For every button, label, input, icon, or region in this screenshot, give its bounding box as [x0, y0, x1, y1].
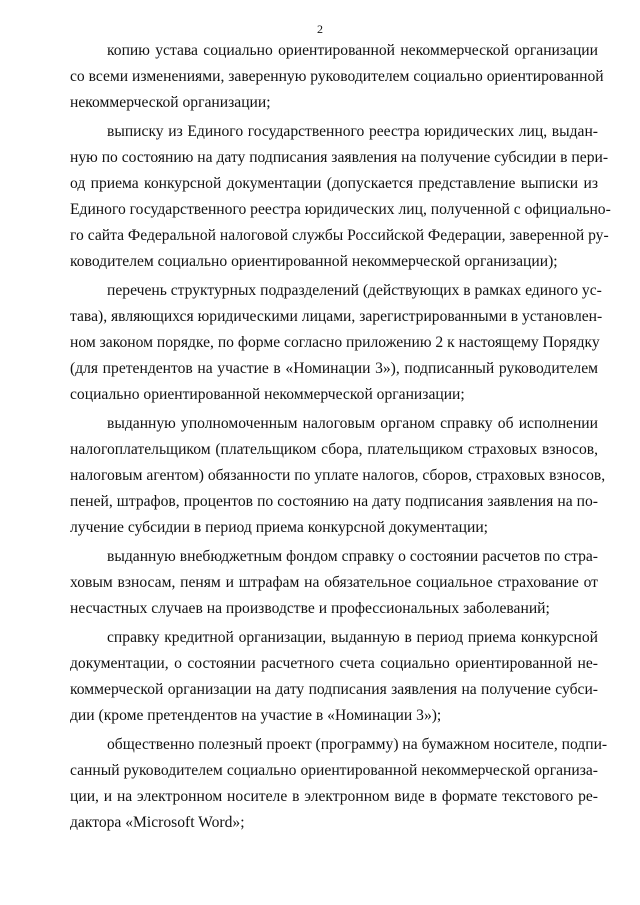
paragraph-line: перечень структурных подразделений (действующих в рамках единого ус-: [107, 282, 602, 299]
paragraph-line: некоммерческой организации;: [70, 94, 271, 111]
paragraph-line: налоговым агентом) обязанности по уплате налогов, сборов, страховых взносов,: [70, 467, 606, 484]
paragraph-line: пеней, штрафов, процентов по состоянию на дату подписания заявления на по-: [70, 493, 598, 510]
paragraph-line: дактора «Microsoft Word»;: [70, 814, 245, 831]
paragraph: [70, 625, 598, 729]
document-body: [70, 38, 611, 839]
paragraph-line: документации, о состоянии расчетного счета социально ориентированной не-: [70, 655, 598, 672]
paragraph-line: коммерческой организации на дату подписания заявления на получение субси-: [70, 681, 598, 698]
paragraph-line: выданную уполномоченным налоговым органом справку об исполнении: [107, 415, 598, 432]
paragraph-line: социально ориентированной некоммерческой организации;: [70, 386, 465, 403]
paragraph-line: го сайта Федеральной налоговой службы Российской Федерации, заверенной ру-: [70, 227, 609, 244]
paragraph-line: ции, и на электронном носителе в электронном виде в формате текстового ре-: [70, 788, 598, 805]
paragraph: [70, 732, 608, 836]
paragraph-line: лучение субсидии в период приема конкурсной документации;: [70, 519, 489, 536]
paragraph-line: ководителем социально ориентированной некоммерческой организации);: [70, 253, 558, 270]
paragraph: [70, 119, 611, 275]
paragraph-line: од приема конкурсной документации (допускается представление выписки из: [70, 175, 598, 192]
paragraph-line: несчастных случаев на производстве и профессиональных заболеваний;: [70, 600, 550, 617]
paragraph-line: выданную внебюджетным фондом справку о состоянии расчетов по стра-: [107, 548, 598, 565]
paragraph-line: выписку из Единого государственного реестра юридических лиц, выдан-: [107, 123, 598, 140]
paragraph-line: (для претендентов на участие в «Номинации 3»), подписанный руководителем: [70, 360, 598, 377]
paragraph-line: налогоплательщиком (плательщиком сбора, плательщиком страховых взносов,: [70, 441, 598, 458]
paragraph-line: дии (кроме претендентов на участие в «Номинации 3»);: [70, 707, 442, 724]
paragraph: [70, 38, 604, 116]
paragraph-line: ховым взносам, пеням и штрафам на обязательное социальное страхование от: [70, 574, 598, 591]
paragraph-line: ном законом порядке, по форме согласно приложению 2 к настоящему Порядку: [70, 334, 600, 351]
page-number: 2: [317, 22, 323, 36]
paragraph: [70, 411, 606, 541]
paragraph: [70, 544, 598, 622]
paragraph-line: справку кредитной организации, выданную в период приема конкурсной: [107, 629, 598, 646]
paragraph-line: со всеми изменениями, заверенную руководителем социально ориентированной: [70, 68, 604, 85]
paragraph-line: общественно полезный проект (программу) на бумажном носителе, подпи-: [107, 736, 608, 753]
paragraph: [70, 278, 603, 408]
paragraph-line: Единого государственного реестра юридических лиц, полученной с официально-: [70, 201, 611, 218]
paragraph-line: копию устава социально ориентированной некоммерческой организации: [107, 42, 598, 59]
paragraph-line: тава), являющихся юридическими лицами, зарегистрированными в установлен-: [70, 308, 603, 325]
paragraph-line: санный руководителем социально ориентированной некоммерческой организа-: [70, 762, 598, 779]
paragraph-line: ную по состоянию на дату подписания заявления на получение субсидии в пери-: [70, 149, 609, 166]
